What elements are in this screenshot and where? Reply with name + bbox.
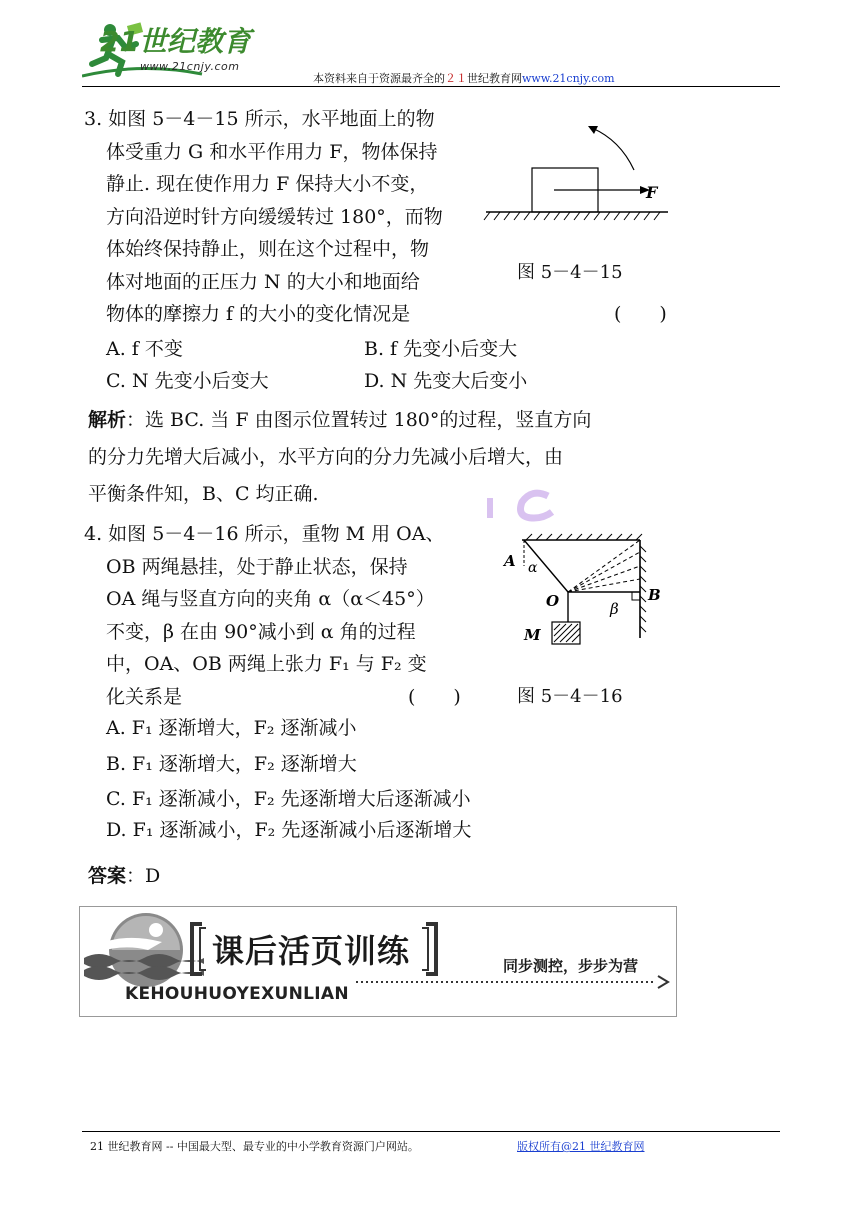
fig2-label-beta: β: [610, 600, 619, 618]
solution-line: 的分力先增大后减小，水平方向的分力先减小后增大，由: [88, 446, 564, 468]
dotted-arrow-icon: [356, 974, 676, 990]
q4-line: 中，OA、OB 两绳上张力 F₁ 与 F₂ 变: [106, 653, 427, 675]
answer-4: [88, 861, 160, 888]
q4-bracket: ( ): [408, 686, 461, 708]
figure-5-4-15: [480, 120, 680, 230]
question-3-text: [84, 103, 443, 331]
tagline-url[interactable]: www.21cnjy.com: [522, 72, 615, 85]
tagline-num: ２１: [445, 72, 467, 85]
fig2-label-a: A: [504, 552, 516, 570]
figure-5-4-16: [494, 532, 664, 662]
solution-label: 解析: [88, 409, 127, 431]
footer-copyright-link[interactable]: 版权所有@21 世纪教育网: [517, 1140, 645, 1153]
q4-option-b[interactable]: B. F₁ 逐渐增大，F₂ 逐渐增大: [106, 753, 357, 775]
logo-text: 21世纪教育: [100, 25, 251, 58]
fig2-label-o: O: [546, 592, 560, 610]
logo-url: www.21cnjy.com: [140, 60, 240, 73]
header-divider: [82, 86, 780, 87]
q3-option-a[interactable]: A. f 不变: [106, 338, 183, 360]
fig2-label-alpha: α: [528, 560, 538, 576]
q4-option-c[interactable]: C. F₁ 逐渐减小，F₂ 先逐渐增大后逐渐减小: [106, 788, 471, 810]
q4-line: OB 两绳悬挂，处于静止状态，保持: [106, 555, 408, 578]
q3-line: 物体的摩擦力 f 的大小的变化情况是: [106, 303, 411, 325]
answer-label: 答案: [88, 865, 127, 887]
q4-line: 4. 如图 5－4－16 所示，重物 M 用 OA、: [84, 523, 445, 545]
footer-divider: [82, 1131, 780, 1132]
fig2-label-b: B: [648, 586, 661, 604]
figure-caption-5-4-15: 图 5－4－15: [517, 262, 623, 283]
banner-subtitle: 同步测控，步步为营: [503, 957, 639, 975]
question-4-text: [84, 518, 444, 713]
q3-line: 体受重力 G 和水平作用力 F，物体保持: [106, 140, 438, 163]
tagline-site: 世纪教育网: [467, 72, 522, 85]
tagline-prefix: 本资料来自于资源最齐全的: [313, 72, 445, 85]
q3-option-d[interactable]: D. N 先变大后变小: [364, 370, 528, 392]
q4-option-d[interactable]: D. F₁ 逐渐减小，F₂ 先逐渐减小后逐渐增大: [106, 819, 472, 841]
footer-text: 21 世纪教育网 -- 中国最大型、最专业的中小学教育资源门户网站。: [90, 1140, 419, 1153]
q3-line: 静止. 现在使作用力 F 保持大小不变，: [106, 173, 429, 195]
solution-line: 平衡条件知，B、C 均正确.: [88, 483, 319, 505]
header-tagline: [313, 70, 615, 86]
q3-line: 3. 如图 5－4－15 所示，水平地面上的物: [84, 108, 435, 130]
q3-line: 体对地面的正压力 N 的大小和地面给: [106, 270, 420, 293]
banner-pinyin: KEHOUHUOYEXUNLIAN: [125, 984, 349, 1004]
solution-line: ：选 BC. 当 F 由图示位置转过 180°的过程，竖直方向: [126, 409, 592, 431]
answer-value: ：D: [126, 865, 161, 887]
banner-title: 课后活页训练: [212, 932, 411, 970]
q4-line: 化关系是: [106, 685, 183, 708]
figure-caption-5-4-16: 图 5－4－16: [517, 686, 623, 707]
watermark-fragment: [482, 488, 562, 522]
q4-option-a[interactable]: A. F₁ 逐渐增大，F₂ 逐渐减小: [106, 717, 357, 739]
q3-option-c[interactable]: C. N 先变小后变大: [106, 370, 269, 392]
q3-line: 方向沿逆时针方向缓缓转过 180°，而物: [106, 205, 443, 228]
q3-line: 体始终保持静止，则在这个过程中，物: [106, 238, 430, 260]
q4-line: OA 绳与竖直方向的夹角 α（α＜45°）: [106, 588, 435, 610]
q4-line: 不变，β 在由 90°减小到 α 角的过程: [106, 620, 416, 643]
q3-bracket: ( ): [614, 303, 667, 325]
footer: [90, 1138, 645, 1154]
fig2-label-m: M: [524, 626, 541, 644]
q3-option-b[interactable]: B. f 先变小后变大: [364, 338, 518, 360]
fig1-label-f: F: [646, 183, 658, 202]
